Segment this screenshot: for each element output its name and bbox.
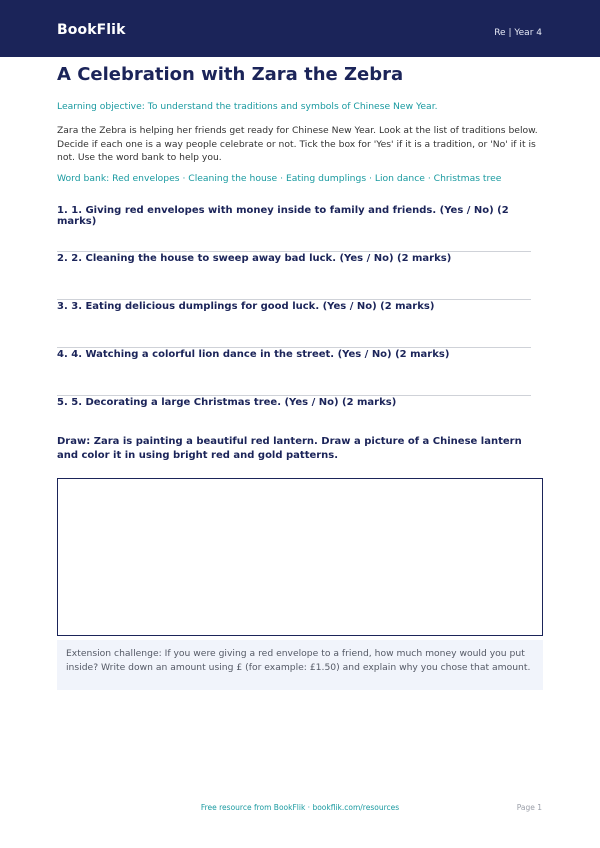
- extension-challenge-box: [57, 640, 543, 690]
- question-2: 2. 2. Cleaning the house to sweep away bad luck. (Yes / No) (2 marks): [57, 253, 452, 264]
- instructions-text: Zara the Zebra is helping her friends get ready for Chinese New Year. Look at the list of traditions below. Decide if each one is a way people celebrate or not. Tick the box for 'Yes' if it is a tradition, or 'No' if it is not. Use the word bank to help you.: [57, 125, 538, 164]
- word-bank: Word bank: Red envelopes · Cleaning the house · Eating dumplings · Lion dance · Christmas tree: [57, 173, 502, 184]
- question-1: 1. 1. Giving red envelopes with money inside to family and friends. (Yes / No) (2 marks): [57, 205, 509, 227]
- page-title: A Celebration with Zara the Zebra: [57, 64, 404, 85]
- answer-line-3[interactable]: [57, 347, 531, 348]
- header-bar: [0, 0, 600, 57]
- page-number: Page 1: [516, 803, 542, 812]
- answer-line-2[interactable]: [57, 299, 531, 300]
- footer-text: Free resource from BookFlik · bookflik.com/resources: [200, 803, 400, 812]
- draw-prompt: Draw: Zara is painting a beautiful red lantern. Draw a picture of a Chinese lantern and color it in using bright red and gold patterns.: [57, 436, 522, 461]
- question-4: 4. 4. Watching a colorful lion dance in the street. (Yes / No) (2 marks): [57, 349, 450, 360]
- answer-line-4[interactable]: [57, 395, 531, 396]
- drawing-area[interactable]: [57, 478, 543, 636]
- question-3: 3. 3. Eating delicious dumplings for good luck. (Yes / No) (2 marks): [57, 301, 435, 312]
- question-5: 5. 5. Decorating a large Christmas tree. (Yes / No) (2 marks): [57, 397, 397, 408]
- extension-challenge-text: Extension challenge: If you were giving a red envelope to a friend, how much money would you put inside? Write down an amount using £ (for example: £1.50) and explain why you chose that amount.: [66, 648, 531, 673]
- answer-line-1[interactable]: [57, 251, 531, 252]
- subject-year-label: Re | Year 4: [494, 28, 542, 38]
- learning-objective: Learning objective: To understand the traditions and symbols of Chinese New Year.: [57, 101, 438, 112]
- brand-logo-text: BookFlik: [57, 22, 126, 38]
